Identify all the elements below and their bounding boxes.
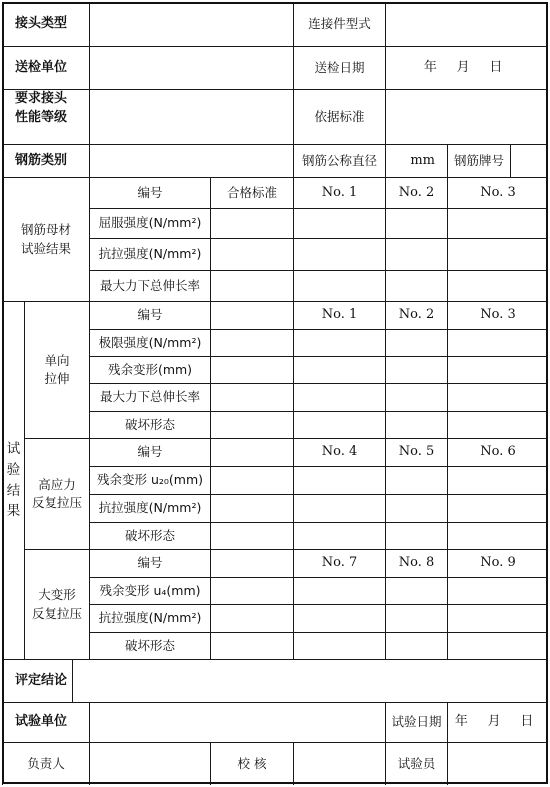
- residual-deformation-no3-field[interactable]: [447, 356, 548, 383]
- uniaxial-failure-no2-field[interactable]: [385, 411, 447, 438]
- uniaxial-failure-label: 破坏形态: [89, 411, 210, 438]
- residual-u4-label: 残余变形 u₄(mm): [89, 577, 210, 604]
- high-stress-label-line2: 反复拉压: [31, 495, 82, 510]
- large-deform-number-header: 编号: [89, 549, 210, 577]
- yield-strength-no2-field[interactable]: [385, 208, 447, 238]
- connector-type-field[interactable]: [385, 2, 548, 46]
- test-date-label: 试验日期: [385, 702, 447, 742]
- tester-label: 试验员: [385, 742, 447, 785]
- joint-type-label: 接头类型: [2, 2, 89, 46]
- uniaxial-elongation-no3-field[interactable]: [447, 383, 548, 411]
- large-deform-label: [24, 549, 89, 659]
- high-stress-sample-6: No. 6: [447, 438, 548, 466]
- uniaxial-sample-2: No. 2: [385, 301, 447, 329]
- residual-u20-no4-field[interactable]: [293, 466, 385, 494]
- tensile-strength-label: 抗拉强度(N/mm²): [89, 238, 210, 270]
- large-deform-tensile-no9-field[interactable]: [447, 604, 548, 632]
- uniaxial-failure-no3-field[interactable]: [447, 411, 548, 438]
- high-stress-label: [24, 438, 89, 549]
- parent-number-header: 编号: [89, 177, 210, 208]
- high-stress-sample-4: No. 4: [293, 438, 385, 466]
- uniaxial-label: [24, 301, 89, 438]
- required-grade-field[interactable]: [89, 89, 293, 144]
- yield-strength-no3-field[interactable]: [447, 208, 548, 238]
- residual-deformation-no1-field[interactable]: [293, 356, 385, 383]
- residual-u20-no6-field[interactable]: [447, 466, 548, 494]
- large-deform-header-std-field[interactable]: [210, 549, 293, 577]
- uniaxial-label-line1: 单向: [44, 352, 70, 368]
- residual-u20-label: 残余变形 u₂₀(mm): [89, 466, 210, 494]
- rebar-diameter-field[interactable]: mm: [385, 144, 447, 177]
- parent-results-label-line1: 钢筋母材: [20, 222, 71, 238]
- large-deform-label-line1: 大变形: [38, 587, 76, 603]
- required-grade-label: [2, 89, 89, 144]
- tensile-strength-std-field[interactable]: [210, 238, 293, 270]
- large-deform-failure-std-field[interactable]: [210, 632, 293, 659]
- total-elongation-no1-field[interactable]: [293, 270, 385, 301]
- uniaxial-elongation-label: 最大力下总伸长率: [89, 383, 210, 411]
- large-deform-sample-7: No. 7: [293, 549, 385, 577]
- large-deform-tensile-std-field[interactable]: [210, 604, 293, 632]
- basis-standard-label: 依据标准: [293, 89, 385, 144]
- residual-u20-std-field[interactable]: [210, 466, 293, 494]
- large-deform-failure-label: 破坏形态: [89, 632, 210, 659]
- large-deform-failure-no8-field[interactable]: [385, 632, 447, 659]
- high-stress-tensile-label: 抗拉强度(N/mm²): [89, 494, 210, 522]
- high-stress-sample-5: No. 5: [385, 438, 447, 466]
- rebar-category-field[interactable]: [89, 144, 293, 177]
- uniaxial-label-line2: 拉伸: [44, 371, 70, 386]
- uniaxial-number-header: 编号: [89, 301, 210, 329]
- submit-unit-field[interactable]: [89, 46, 293, 89]
- ultimate-strength-std-field[interactable]: [210, 329, 293, 356]
- test-date-field[interactable]: 年 月 日: [447, 702, 548, 742]
- uniaxial-sample-3: No. 3: [447, 301, 548, 329]
- person-in-charge-label: 负责人: [2, 742, 89, 785]
- conclusion-field[interactable]: [72, 659, 548, 702]
- checker-field[interactable]: [293, 742, 385, 785]
- uniaxial-sample-1: No. 1: [293, 301, 385, 329]
- conclusion-label: 评定结论: [2, 659, 72, 702]
- total-elongation-no3-field[interactable]: [447, 270, 548, 301]
- large-deform-tensile-no8-field[interactable]: [385, 604, 447, 632]
- residual-u4-std-field[interactable]: [210, 577, 293, 604]
- test-unit-field[interactable]: [89, 702, 385, 742]
- total-elongation-std-field[interactable]: [210, 270, 293, 301]
- residual-u4-no9-field[interactable]: [447, 577, 548, 604]
- large-deform-label-line2: 反复拉压: [31, 605, 82, 621]
- test-results-vertical-label: 试 验 结 果: [2, 301, 24, 659]
- high-stress-failure-no4-field[interactable]: [293, 522, 385, 549]
- high-stress-number-header: 编号: [89, 438, 210, 466]
- checker-label: 校 核: [210, 742, 293, 785]
- high-stress-failure-no6-field[interactable]: [447, 522, 548, 549]
- residual-deformation-std-field[interactable]: [210, 356, 293, 383]
- yield-strength-label: 屈服强度(N/mm²): [89, 208, 210, 238]
- yield-strength-no1-field[interactable]: [293, 208, 385, 238]
- person-in-charge-field[interactable]: [89, 742, 210, 785]
- ultimate-strength-no1-field[interactable]: [293, 329, 385, 356]
- tensile-strength-no1-field[interactable]: [293, 238, 385, 270]
- uniaxial-failure-std-field[interactable]: [210, 411, 293, 438]
- uniaxial-failure-no1-field[interactable]: [293, 411, 385, 438]
- residual-u20-no5-field[interactable]: [385, 466, 447, 494]
- rebar-diameter-label: 钢筋公称直径: [293, 144, 385, 177]
- high-stress-failure-no5-field[interactable]: [385, 522, 447, 549]
- rebar-brand-label: 钢筋牌号: [447, 144, 510, 177]
- large-deform-tensile-no7-field[interactable]: [293, 604, 385, 632]
- parent-sample-2: No. 2: [385, 177, 447, 208]
- uniaxial-elongation-std-field[interactable]: [210, 383, 293, 411]
- submit-date-field[interactable]: 年 月 日: [385, 46, 548, 89]
- residual-u4-no8-field[interactable]: [385, 577, 447, 604]
- submit-unit-label: 送检单位: [2, 46, 89, 89]
- high-stress-tensile-no6-field[interactable]: [447, 494, 548, 522]
- parent-results-label-line2: 试验结果: [20, 240, 71, 256]
- residual-u4-no7-field[interactable]: [293, 577, 385, 604]
- high-stress-label-line1: 高应力: [38, 476, 76, 492]
- total-elongation-no2-field[interactable]: [385, 270, 447, 301]
- large-deform-sample-8: No. 8: [385, 549, 447, 577]
- total-elongation-label: 最大力下总伸长率: [89, 270, 210, 301]
- ultimate-strength-label: 极限强度(N/mm²): [89, 329, 210, 356]
- large-deform-failure-no9-field[interactable]: [447, 632, 548, 659]
- large-deform-tensile-label: 抗拉强度(N/mm²): [89, 604, 210, 632]
- yield-strength-std-field[interactable]: [210, 208, 293, 238]
- qualified-std-header: 合格标准: [210, 177, 293, 208]
- test-unit-label: 试验单位: [2, 702, 89, 742]
- high-stress-failure-std-field[interactable]: [210, 522, 293, 549]
- high-stress-tensile-no4-field[interactable]: [293, 494, 385, 522]
- high-stress-failure-label: 破坏形态: [89, 522, 210, 549]
- large-deform-failure-no7-field[interactable]: [293, 632, 385, 659]
- submit-date-label: 送检日期: [293, 46, 385, 89]
- rebar-category-label: 钢筋类别: [2, 144, 89, 177]
- high-stress-tensile-no5-field[interactable]: [385, 494, 447, 522]
- tensile-strength-no2-field[interactable]: [385, 238, 447, 270]
- connector-type-label: 连接件型式: [293, 2, 385, 46]
- parent-sample-3: No. 3: [447, 177, 548, 208]
- ultimate-strength-no3-field[interactable]: [447, 329, 548, 356]
- ultimate-strength-no2-field[interactable]: [385, 329, 447, 356]
- uniaxial-elongation-no1-field[interactable]: [293, 383, 385, 411]
- parent-results-label: [2, 177, 89, 301]
- high-stress-tensile-std-field[interactable]: [210, 494, 293, 522]
- required-grade-label-line2: 性能等级: [15, 109, 68, 125]
- tensile-strength-no3-field[interactable]: [447, 238, 548, 270]
- joint-type-field[interactable]: [89, 2, 293, 46]
- tester-field[interactable]: [447, 742, 548, 785]
- large-deform-sample-9: No. 9: [447, 549, 548, 577]
- uniaxial-elongation-no2-field[interactable]: [385, 383, 447, 411]
- required-grade-label-line1: 要求接头: [15, 91, 68, 106]
- uniaxial-header-std-field[interactable]: [210, 301, 293, 329]
- residual-deformation-label: 残余变形(mm): [89, 356, 210, 383]
- rebar-brand-field[interactable]: [510, 144, 548, 177]
- parent-sample-1: No. 1: [293, 177, 385, 208]
- residual-deformation-no2-field[interactable]: [385, 356, 447, 383]
- high-stress-header-std-field[interactable]: [210, 438, 293, 466]
- basis-standard-field[interactable]: [385, 89, 548, 144]
